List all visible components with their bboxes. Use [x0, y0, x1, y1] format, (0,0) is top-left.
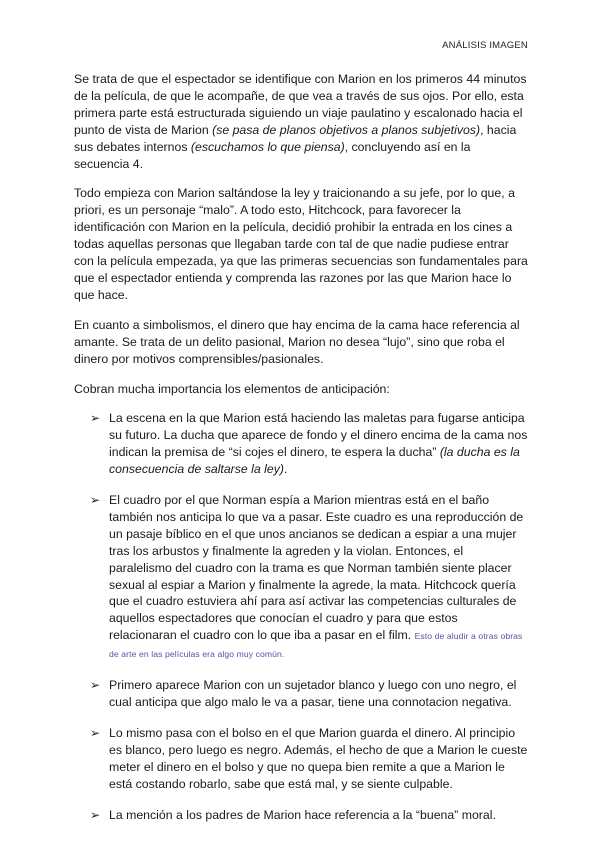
- arrow-bullet-icon: ➢: [90, 411, 101, 426]
- list-item: [74, 410, 528, 478]
- list-item: [74, 807, 528, 824]
- list-item: [74, 677, 528, 711]
- arrow-bullet-icon: ➢: [90, 678, 101, 693]
- paragraph-text: , hacia sus debates internos: [74, 122, 517, 154]
- paragraph-identification: [74, 71, 528, 172]
- arrow-bullet-icon: ➢: [90, 807, 101, 822]
- list-item: [74, 492, 528, 663]
- comment-note: Esto de aludir a otras obras de arte en las películas era algo muy común.: [109, 631, 523, 660]
- paragraph-symbolism: En cuanto a simbolismos, el dinero que hay encima de la cama hace referencia al amante. Se trata de un delito pasional, Marion no desea “lujo”, sino que roba el dinero por motivos comprensibles/pasionales.: [74, 317, 520, 366]
- italic-aside: (se pasa de planos objetivos a planos subjetivos): [212, 122, 481, 137]
- italic-aside: (la ducha es la consecuencia de saltarse la ley): [109, 445, 520, 477]
- list-item-text: El cuadro por el que Norman espía a Marion mientras está en el baño también nos anticipa lo que va a pasar. Este cuadro es una reproducción de un pasaje bíblico en el que unos ancianos se dedican a espiar a una mujer tras los arbustos y finalmente la agreden y la violan. Entonces, el paralelismo del cuadro con la trama es que Norman también siente placer sexual al espiar a Marion y finalmente la agrede, la mata. Hitchcock quería que el cuadro estuviera ahí para así activar las competencias culturales de aquellos espectadores que conocían el cuadro y para que estos relacionaran el cuadro con lo que iba a pasar en el film.: [109, 493, 524, 643]
- list-item-text: La escena en la que Marion está haciendo las maletas para fugarse anticipa su futuro. La ducha que aparece de fondo y el dinero encima de la cama nos indican la premisa de “si cojes el dinero, te espera la ducha”: [109, 411, 528, 460]
- list-item: [74, 725, 528, 793]
- list-item-text: Lo mismo pasa con el bolso en el que Marion guarda el dinero. Al principio es blanco, pero luego es negro. Además, el hecho de que a Marion le cueste meter el dinero en el bolso y que no quepa bien remite a que a Marion le está costando robarlo, sabe que está mal, y se siente culpable.: [109, 725, 528, 791]
- anticipation-list: [74, 410, 528, 823]
- paragraph-hitchcock: Todo empieza con Marion saltándose la ley y traicionando a su jefe, por lo que, a priori, es un personaje “malo”. A todo esto, Hitchcock, para favorecer la identificación con Marion en la película, decidió prohibir la entrada en los cines a todas aquellas personas que llegaban tarde con tal de que nadie pudiese entrar con la película empezada, ya que las primeras secuencias son fundamentales para que el espectador entienda y comprenda las razones por las que Marion hace lo que hace.: [74, 186, 528, 302]
- list-item-text: Primero aparece Marion con un sujetador blanco y luego con uno negro, el cual anticipa que algo malo le va a pasar, tiene una connotacion negativa.: [109, 678, 517, 709]
- paragraph-text: Se trata de que el espectador se identifique con Marion en los primeros 44 minutos de la película, de que le acompañe, de que vea a través de sus ojos. Por ello, esta primera parte está estructurada siguiendo un viaje paulatino y escalonado hacia el punto de vista de Marion: [74, 72, 527, 137]
- arrow-bullet-icon: ➢: [90, 725, 101, 740]
- document-body: [74, 71, 528, 837]
- paragraph-anticipation-intro: Cobran mucha importancia los elementos de anticipación:: [74, 381, 390, 396]
- italic-aside: (escuchamos lo que piensa): [190, 139, 345, 154]
- paragraph-text: , concluyendo así en la secuencia 4.: [74, 139, 471, 171]
- arrow-bullet-icon: ➢: [90, 493, 101, 508]
- page-header: ANÁLISIS IMAGEN: [442, 40, 528, 51]
- list-item-text: .: [284, 462, 288, 477]
- list-item-text: La mención a los padres de Marion hace referencia a la “buena” moral.: [109, 807, 496, 822]
